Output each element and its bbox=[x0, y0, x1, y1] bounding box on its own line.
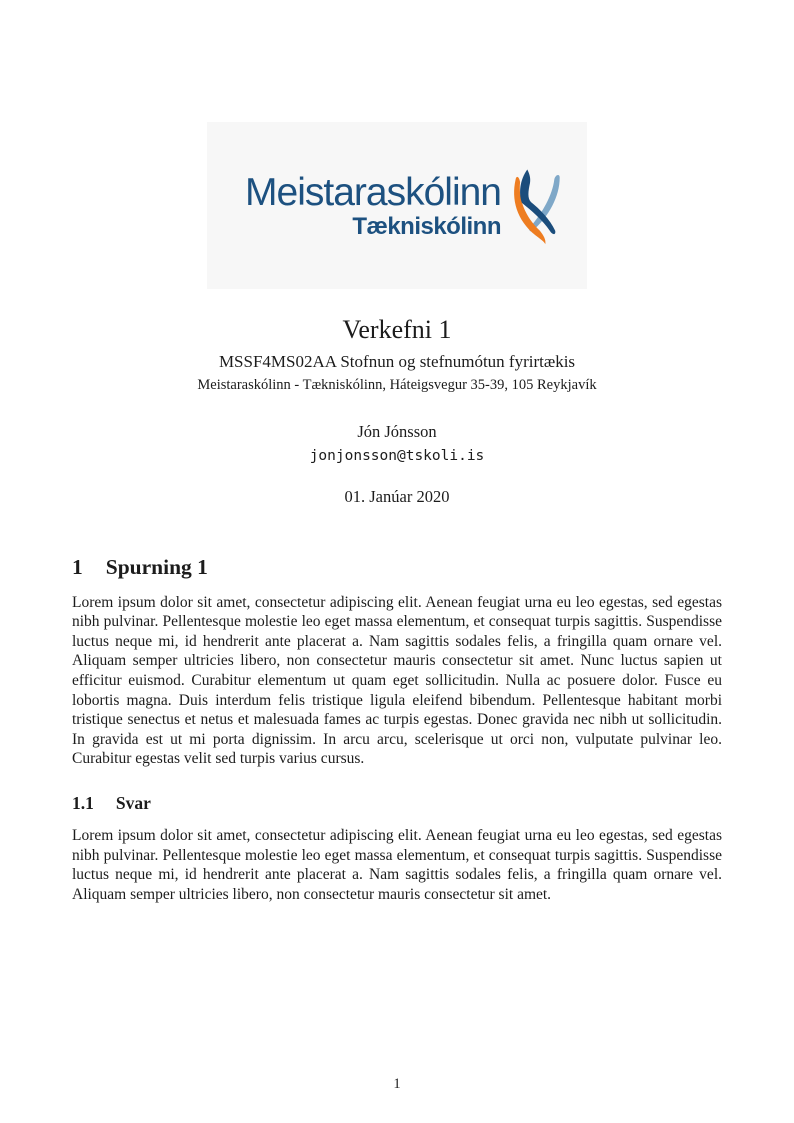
title-block bbox=[0, 315, 794, 507]
course-subtitle: MSSF4MS02AA Stofnun og stefnumótun fyrirtækis bbox=[218, 352, 576, 371]
institution-line: Meistaraskólinn - Tækniskólinn, Háteigsvegur 35-39, 105 Reykjavík bbox=[197, 377, 597, 393]
page-number: 1 bbox=[393, 1076, 401, 1092]
subsection-number: 1.1 bbox=[72, 792, 94, 813]
section-title: Spurning 1 bbox=[105, 555, 208, 579]
section-number: 1 bbox=[72, 555, 83, 579]
author-email: jonjonsson@tskoli.is bbox=[309, 448, 485, 464]
document-body bbox=[72, 556, 722, 905]
section-heading-1 bbox=[72, 556, 722, 580]
subsection-heading-1-1 bbox=[72, 794, 722, 813]
logo-secondary-name: Tækniskólinn bbox=[352, 212, 501, 240]
logo-primary-name: Meistaraskólinn bbox=[245, 170, 501, 214]
school-logo-text bbox=[245, 170, 501, 240]
section-1-paragraph: Lorem ipsum dolor sit amet, consectetur adipiscing elit. Aenean feugiat urna eu leo egestas, sed egestas nibh pulvinar. Pellentesque molestie leo eget massa elementum, et consequat turpis sagittis. Suspendisse luctus neque mi, id hendrerit ante placerat a. Nam sagittis sodales felis, a fringilla quam ornare vel. Aliquam semper ultricies libero, non consectetur mauris consectetur sit amet. Nunc luctus sapien ut efficitur euismod. Curabitur elementum ut quam eget sollicitudin. Nulla ac posuere dolor. Fusce eu lobortis magna. Duis interdum felis tristique ligula eleifend bibendum. Pellentesque habitant morbi tristique senectus et netus et malesuada fames ac turpis egestas. Donec gravida nec nibh ut sollicitudin. In gravida est ut mi porta dignissim. In arcu arcu, scelerisque ut orci non, vulputate pulvinar leo. Curabitur egestas velit sed turpis varius cursus. bbox=[72, 593, 722, 768]
subsection-title: Svar bbox=[115, 792, 151, 813]
swoosh-logo-icon bbox=[503, 158, 575, 254]
school-logo bbox=[207, 122, 587, 289]
author-name: Jón Jónsson bbox=[357, 422, 437, 441]
subsection-1-1-paragraph: Lorem ipsum dolor sit amet, consectetur adipiscing elit. Aenean feugiat urna eu leo egestas, sed egestas nibh pulvinar. Pellentesque molestie leo eget massa elementum, et consequat turpis sagittis. Suspendisse luctus neque mi, id hendrerit ante placerat a. Nam sagittis sodales felis, a fringilla quam ornare vel. Aliquam semper ultricies libero, non consectetur mauris consectetur sit amet. bbox=[72, 827, 722, 904]
page-title: Verkefni 1 bbox=[342, 315, 452, 344]
document-date: 01. Janúar 2020 bbox=[344, 487, 450, 506]
